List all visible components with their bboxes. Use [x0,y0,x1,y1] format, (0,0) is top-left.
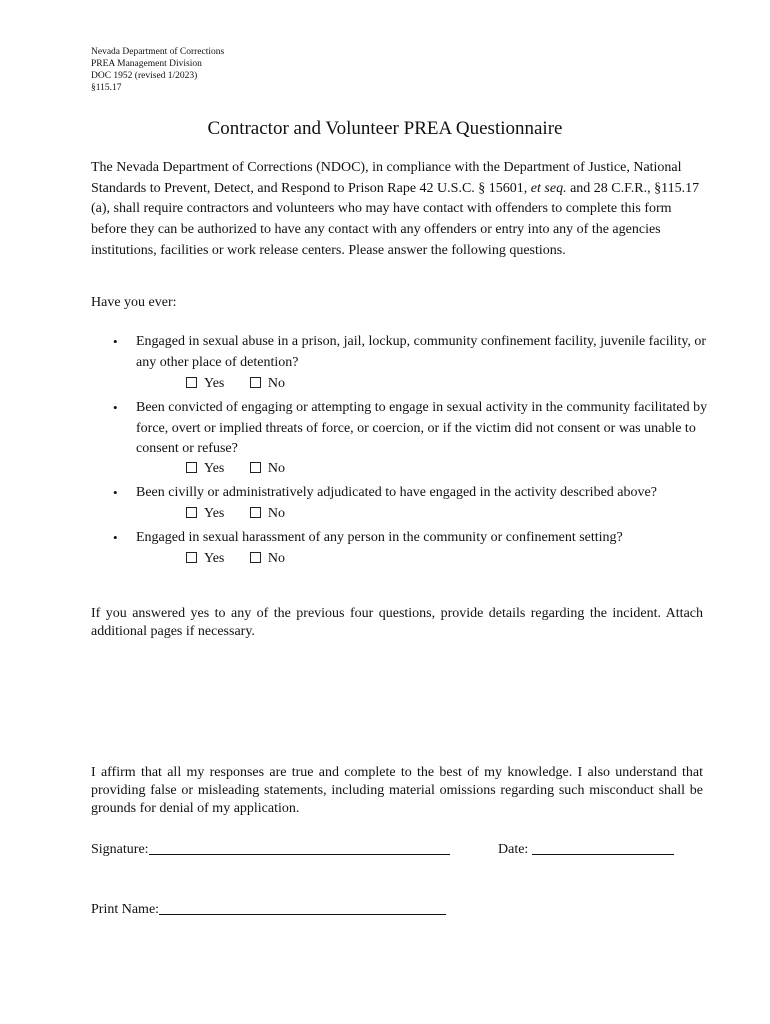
question-text: Engaged in sexual harassment of any person in the community or confinement setting? [136,530,623,545]
checkbox[interactable] [186,462,197,473]
no-option[interactable] [250,504,285,524]
signature-row [91,840,450,858]
header-division: PREA Management Division [91,59,202,69]
bullet: • [113,485,118,500]
no-label: No [267,461,285,476]
question-2 [113,398,708,460]
no-label: No [267,506,285,521]
no-option[interactable] [250,374,285,394]
yes-label: Yes [204,376,225,391]
no-option[interactable] [250,549,285,569]
bullet: • [113,334,118,349]
question-2-options [186,459,307,479]
yes-label: Yes [204,506,225,521]
details-instructions: If you answered yes to any of the previous four questions, provide details regarding the incident. Attach additional pages if necessary. [91,606,703,639]
yes-label: Yes [204,461,225,476]
checkbox[interactable] [186,377,197,388]
no-label: No [267,376,285,391]
yes-option[interactable] [186,459,224,479]
questions-prompt: Have you ever: [91,295,177,310]
print-name-field[interactable] [159,900,446,915]
checkbox[interactable] [250,552,261,563]
header-department: Nevada Department of Corrections [91,47,225,57]
signature-label: Signature: [91,842,149,857]
details-response-area[interactable] [91,645,703,755]
affirmation-statement: I affirm that all my responses are true and complete to the best of my knowledge. I also understand that providing false or misleading statements, including material omissions regarding such misconduct shall be grounds for denial of my application. [91,765,703,816]
question-3-options [186,504,307,524]
checkbox[interactable] [250,507,261,518]
print-name-row [91,900,446,918]
no-label: No [267,551,285,566]
bullet: • [113,530,118,545]
yes-label: Yes [204,551,225,566]
signature-field[interactable] [149,840,450,855]
checkbox[interactable] [250,377,261,388]
checkbox[interactable] [186,507,197,518]
yes-option[interactable] [186,374,224,394]
checkbox[interactable] [250,462,261,473]
question-1-options [186,374,307,394]
date-label: Date: [498,842,529,857]
header-section: §115.17 [91,83,122,93]
intro-text-1: The Nevada Department of Corrections (NDOC), in compliance with the Department of Justice, National Standards to Prevent, Detect, and Respond to Prison Rape 42 U.S.C. § 15601, [91,160,682,196]
yes-option[interactable] [186,549,224,569]
header-form-number: DOC 1952 (revised 1/2023) [91,71,198,81]
question-4 [113,528,708,549]
bullet: • [113,400,118,415]
question-text: Been convicted of engaging or attempting to engage in sexual activity in the community facilitated by force, overt or implied threats of force, or coercion, or if the victim did not consent or was unable to consent or refuse? [136,400,708,456]
yes-option[interactable] [186,504,224,524]
checkbox[interactable] [186,552,197,563]
question-text: Engaged in sexual abuse in a prison, jail, lockup, community confinement facility, juvenile facility, or any other place of detention? [136,334,707,370]
document-header [91,46,224,94]
question-3 [113,483,708,504]
no-option[interactable] [250,459,285,479]
question-4-options [186,549,307,569]
print-name-label: Print Name: [91,902,160,917]
page-title: Contractor and Volunteer PREA Questionnaire [207,118,563,139]
date-field[interactable] [532,840,674,855]
intro-italic: et seq. [530,180,567,196]
intro-paragraph [91,158,703,262]
intro-text-2: and 28 C.F.R., §115.17 (a), shall require contractors and volunteers who may have contact with offenders to complete this form before they can be authorized to have any contact with any offenders or entry into any of the agencies institutions, facilities or work release centers. Please answer the following questions. [91,180,700,258]
question-text: Been civilly or administratively adjudicated to have engaged in the activity described above? [136,485,657,500]
date-row [498,840,674,858]
question-1 [113,332,708,373]
